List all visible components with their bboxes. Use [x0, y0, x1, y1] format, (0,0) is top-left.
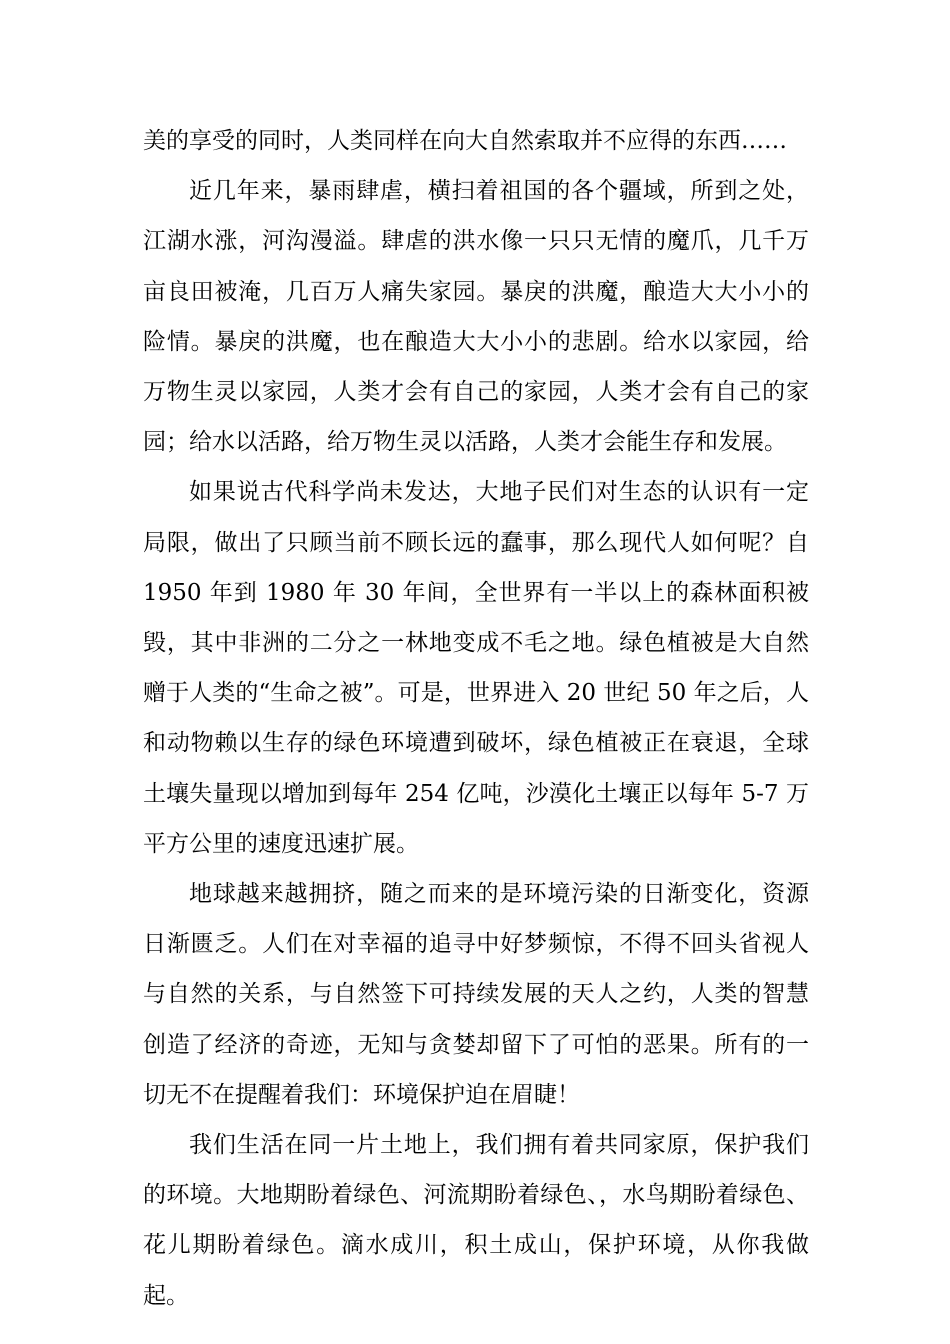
document-body [143, 116, 809, 1321]
paragraph-flood: 近几年来，暴雨肆虐，横扫着祖国的各个疆域，所到之处，江湖水涨，河沟漫溢。肆虐的洪水像一只只无情的魔爪，几千万亩良田被淹，几百万人痛失家园。暴戾的洪魔，酿造大大小小的险情。暴戾的洪魔，也在酿造大大小小的悲剧。给水以家园，给万物生灵以家园，人类才会有自己的家园，人类才会有自己的家园；给水以活路，给万物生灵以活路，人类才会能生存和发展。 [143, 178, 809, 456]
paragraph-continuation: 美的享受的同时，人类同样在向大自然索取并不应得的东西…… [143, 128, 787, 154]
paragraph-conclusion: 我们生活在同一片土地上，我们拥有着共同家原，保护我们的环境。大地期盼着绿色、河流期盼着绿色、，水鸟期盼着绿色、花儿期盼着绿色。滴水成川，积土成山，保护环境，从你我做起。 [143, 1132, 809, 1309]
paragraph-pollution: 地球越来越拥挤，随之而来的是环境污染的日渐变化，资源日渐匮乏。人们在对幸福的追寻中好梦频惊，不得不回头省视人与自然的关系，与自然签下可持续发展的天人之约，人类的智慧创造了经济的奇迹，无知与贪婪却留下了可怕的恶果。所有的一切无不在提醒着我们：环境保护迫在眉睫！ [143, 881, 809, 1108]
paragraph-forest: 如果说古代科学尚未发达，大地子民们对生态的认识有一定局限，做出了只顾当前不顾长远的蠢事，那么现代人如何呢？自 1950 年到 1980 年 30 年间，全世界有一半以上的森林面积被毁，其中非洲的二分之一林地变成不毛之地。绿色植被是大自然 赠于人类的“生命之被”。可是，世界进入 20 世纪 50 年之后，人和动物赖以生存的绿色环境遭到破坏，绿色植被正在衰退，全球土壤失量现以增加到每年 254 亿吨，沙漠化土壤正以每年 5-7 万平方公里的速度迅速扩展。 [143, 479, 809, 857]
